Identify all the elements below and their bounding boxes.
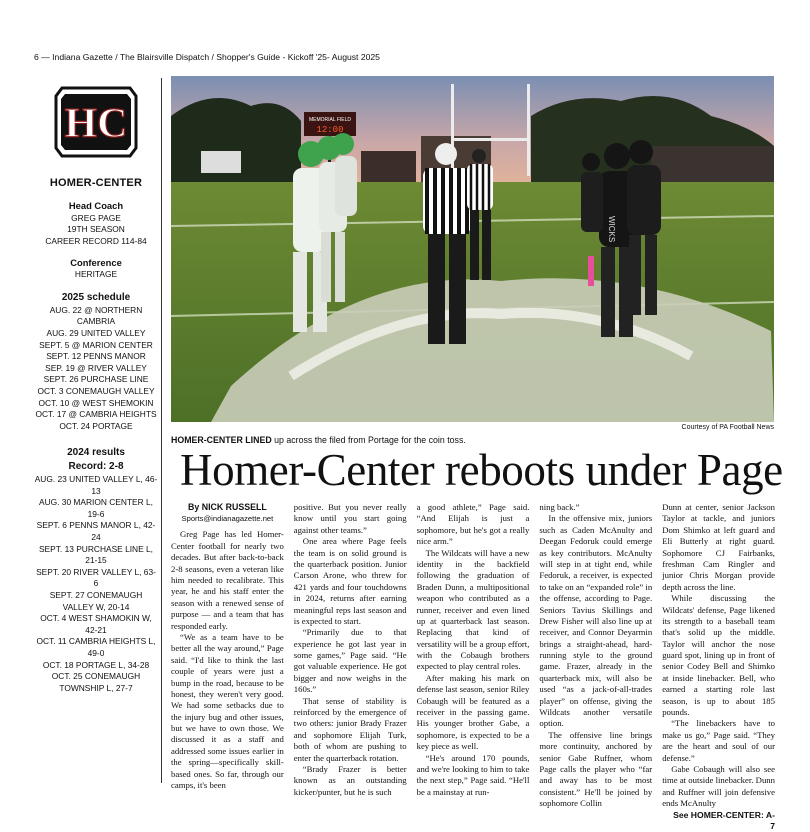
article-column: [539, 502, 653, 809]
photo-caption: [171, 435, 466, 445]
schedule-item: OCT. 3 CONEMAUGH VALLEY: [37, 386, 155, 397]
result-item: OCT. 11 CAMBRIA HEIGHTS L, 49-0: [36, 636, 156, 658]
schedule-item: SEPT. 26 PURCHASE LINE: [43, 374, 149, 385]
scoreboard-clock: 12:00: [316, 125, 344, 135]
schedule-item: OCT. 10 @ WEST SHEMOKIN: [38, 397, 154, 408]
schedule-item: SEPT. 12 PENNS MANOR: [46, 351, 146, 362]
schedule-item: OCT. 24 PORTAGE: [59, 420, 133, 431]
paragraph: “We as a team have to be better all the way around,” Page said. “I'd like to think the last couple of years were just a bump in the road, because to be honest, they weren't very good. We had some setbacks due to the injury bug and other issues, but we have to own those. We discussed it as a staff and addressed some issues earlier in the spring—specifically skill-based ones. So far, through our camps, it's been: [171, 631, 284, 791]
conference-label: Conference: [70, 256, 122, 268]
caption-text: up across the filed from Portage for the coin toss.: [271, 435, 466, 445]
paragraph: That sense of stability is reinforced by the emergence of two others: junior Brady Frazer and sophomore Elijah Turk, both of whom are pushing to enter the quarterback rotation.: [293, 695, 407, 763]
paragraph: “Brady Frazer is better known as an outstanding kicker/punter, but he is such: [293, 763, 407, 797]
column-divider: [161, 78, 162, 783]
photo-illustration: [171, 76, 774, 422]
scoreboard-label: MEMORIAL FIELD: [308, 117, 352, 123]
result-item: OCT. 4 WEST SHAMOKIN W, 42-21: [40, 613, 152, 635]
paragraph: The Wildcats will have a new identity in the backfield following the graduation of Braden Dunn, a multipositional weapon who contributed as a runner, receiver and even lined up at quarterback last season. Replacing that kind of versatility will be a group effort, with the Cobaugh brothers expected to play central roles.: [416, 547, 530, 672]
result-item: OCT. 25 CONEMAUGH TOWNSHIP L, 27-7: [51, 671, 141, 693]
results-list: [34, 474, 158, 694]
article-column: [293, 502, 407, 797]
team-logo: [54, 84, 138, 160]
article-column: [416, 502, 530, 797]
paragraph: positive. But you never really know until you start going against other teams.”: [293, 502, 407, 535]
paragraph: Dunn at center, senior Jackson Taylor at tackle, and juniors Dom Shimko at left guard and Eli Butterly at right guard. Sophomore CJ Fairbanks, freshman Cam Ringler and junior Chris Morgan provide depth across the line.: [662, 502, 775, 592]
conference-name: HERITAGE: [74, 269, 118, 280]
paragraph: a good athlete,” Page said. “And Elijah is just a sophomore, but he's got a really nice arm.”: [416, 502, 530, 547]
coach-season: 19TH SEASON: [67, 224, 125, 235]
result-item: AUG. 23 UNITED VALLEY L, 46-13: [34, 474, 158, 496]
paragraph: While discussing the Wildcats' defense, Page likened its strength to a baseball team that's solid up the middle. Taylor will anchor the nose guard spot, lining up in front of senior Codey Bell and Shimko at inside linebacker. Bell, who earned a starting role last season, is up to about 185 pounds.: [662, 593, 775, 718]
career-record: CAREER RECORD 114-84: [45, 235, 147, 246]
result-item: SEPT. 13 PURCHASE LINE L, 21-15: [38, 543, 154, 566]
game-photo: [171, 76, 774, 422]
byline: By NICK RUSSELL: [188, 502, 267, 512]
schedule-item: SEP. 19 @ RIVER VALLEY: [45, 362, 147, 373]
team-sidebar: [34, 84, 158, 694]
result-item: SEPT. 6 PENNS MANOR L, 42-24: [36, 520, 156, 542]
paragraph: “He's around 170 pounds, and we're looking to him to take the next step,” Page said. “He'll be a mainstay at run-: [416, 752, 530, 797]
result-item: AUG. 30 MARION CENTER L, 19-6: [38, 497, 153, 519]
paragraph: ning back.”: [539, 502, 580, 512]
paragraph: One area where Page feels the team is on solid ground is the quarterback position. Junior Carson Arone, who threw for 421 yards and four touchdowns in 2024, returns after earning meaningful reps last season and is expected to start.: [293, 536, 407, 626]
paragraph: Gabe Cobaugh will also see time at outside linebacker. Dunn and Ruffner will join defensive ends McAnulty: [662, 763, 775, 809]
paragraph: After making his mark on defense last season, senior Riley Cobaugh will be featured as a receiver in the passing game. His younger brother Gabe, a sophomore, is expected to be a key piece as well.: [416, 672, 530, 752]
article-body: [171, 502, 775, 831]
jersey-name: WICKS: [607, 216, 616, 243]
result-item: SEPT. 20 RIVER VALLEY L, 63-6: [36, 566, 156, 589]
result-item: SEPT. 27 CONEMAUGH VALLEY W, 20-14: [49, 589, 143, 612]
article-column: [662, 502, 775, 831]
schedule-item: OCT. 17 @ CAMBRIA HEIGHTS: [35, 409, 157, 420]
article-column: [171, 502, 284, 791]
paragraph: The offensive line brings more continuity, anchored by senior Gabe Ruffner, whom Page calls the player who “far and away has to be most consistent.” He'll be joined by sophomore Collin: [539, 729, 653, 809]
schedule-item: SEPT. 5 @ MARION CENTER: [39, 339, 153, 350]
paragraph: “The linebackers have to make us go,” Page said. “They are the heart and soul of our defense.”: [662, 718, 775, 763]
paragraph: Greg Page has led Homer-Center football for nearly two decades. But after back-to-back 2-8 seasons, even a veteran like him needed to recalibrate. This year, he and his staff enter the season with a renewed sense of purpose — and a team that has responded early.: [171, 529, 284, 631]
article-headline: Homer-Center reboots under Page: [180, 445, 783, 495]
page-header: 6 — Indiana Gazette / The Blairsville Dispatch / Shopper's Guide - Kickoff '25- August 2025: [34, 52, 380, 62]
logo-letters: HC: [64, 101, 128, 147]
coach-name: GREG PAGE: [71, 212, 121, 223]
schedule-list: [34, 305, 158, 433]
result-item: OCT. 18 PORTAGE L, 34-28: [42, 659, 150, 670]
schedule-item: AUG. 22 @ NORTHERN CAMBRIA: [49, 304, 143, 327]
schedule-title: 2025 schedule: [61, 292, 131, 304]
photo-credit: Courtesy of PA Football News: [681, 424, 774, 431]
paragraph: “Primarily due to that experience he got last year in some games,” Page said. “He got valuable experience. He got bigger and now weighs in the 160s.”: [293, 627, 407, 695]
caption-lead: HOMER-CENTER LINED: [171, 435, 272, 445]
jump-line[interactable]: See HOMER-CENTER: A-7: [673, 809, 775, 831]
schedule-item: AUG. 29 UNITED VALLEY: [46, 328, 146, 339]
paragraph: In the offensive mix, juniors such as Caden McAnulty and Deegan Fedoruk could emerge as key contributors. McAnulty will step in at tight end, while Fedoruk, a receiver, is expected to take on an “expanded role” in the offense, according to Page. Seniors Tavius Skillings and Drew Fisher will also line up at receiver, and Connor Deyarmin brings a straight-ahead, hard-running style to the ground game. Frazer, already in the quarterback mix, will also be used “as a jack-of-all-trades player” on offense, giving the Wildcats another versatile option.: [539, 513, 653, 729]
team-name: HOMER-CENTER: [49, 176, 143, 189]
author-email[interactable]: Sports@indianagazette.net: [181, 513, 274, 523]
results-title: 2024 results: [67, 447, 125, 459]
head-coach-label: Head Coach: [68, 199, 124, 211]
season-record: Record: 2-8: [68, 461, 124, 473]
